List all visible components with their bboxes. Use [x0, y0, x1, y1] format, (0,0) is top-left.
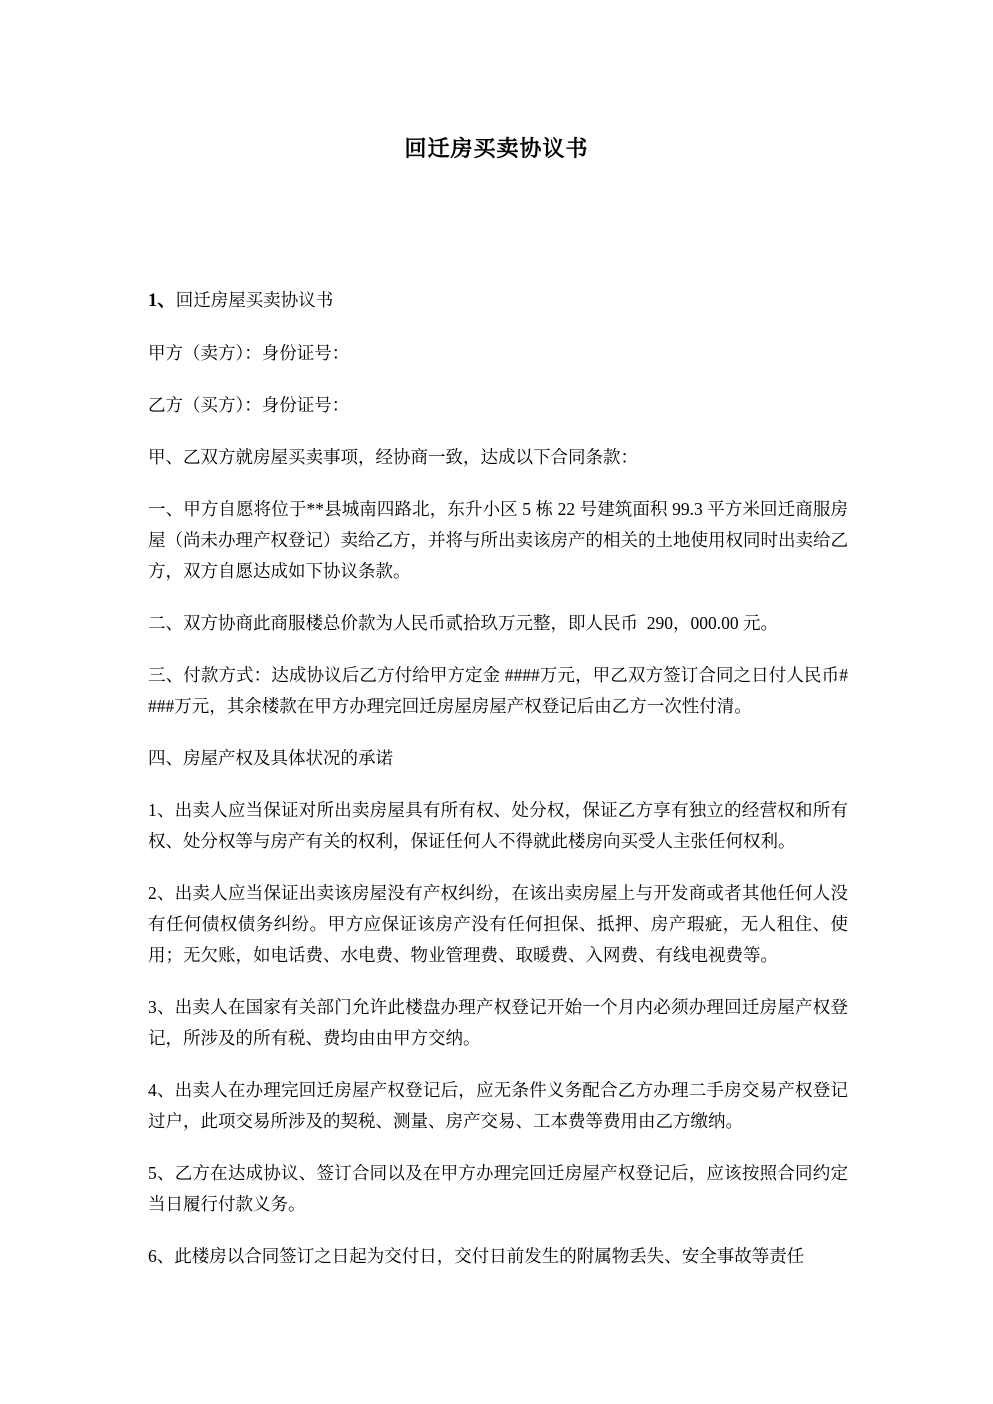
document-body	[148, 285, 848, 1272]
paragraph-text: 回迁房屋买卖协议书	[175, 290, 334, 310]
paragraph: 二、双方协商此商服楼总价款为人民币贰拾玖万元整，即人民币 290，000.00 元。	[148, 613, 778, 633]
paragraph: 2、出卖人应当保证出卖该房屋没有产权纠纷，在该出卖房屋上与开发商或者其他任何人没有任何债权债务纠纷。甲方应保证该房产没有任何担保、抵押、房产瑕疵，无人租住、使用；无欠账，如电话费、水电费、物业管理费、取暖费、入网费、有线电视费等。	[148, 883, 848, 965]
paragraph: 三、付款方式：达成协议后乙方付给甲方定金 ####万元，甲乙双方签订合同之日付人民币####万元，其余楼款在甲方办理完回迁房屋房屋产权登记后由乙方一次性付清。	[148, 665, 848, 716]
paragraph: 1、出卖人应当保证对所出卖房屋具有所有权、处分权，保证乙方享有独立的经营权和所有权、处分权等与房产有关的权利，保证任何人不得就此楼房向买受人主张任何权利。	[148, 800, 848, 851]
paragraph: 3、出卖人在国家有关部门允许此楼盘办理产权登记开始一个月内必须办理回迁房屋产权登记，所涉及的所有税、费均由由甲方交纳。	[148, 997, 848, 1048]
paragraph	[148, 285, 848, 317]
paragraph: 甲、乙双方就房屋买卖事项，经协商一致，达成以下合同条款：	[148, 447, 638, 467]
paragraph: 甲方（卖方）：身份证号：	[148, 343, 350, 363]
document-title: 回迁房买卖协议书	[404, 137, 589, 162]
paragraph: 四、房屋产权及具体状况的承诺	[148, 748, 393, 768]
paragraph: 一、甲方自愿将位于**县城南四路北，东升小区 5 栋 22 号建筑面积 99.3 平方米回迁商服房屋（尚未办理产权登记）卖给乙方，并将与所出卖该房产的相关的土地使用权同时出卖给乙方，双方自愿达成如下协议条款。	[148, 499, 848, 581]
paragraph: 乙方（买方）：身份证号：	[148, 395, 350, 415]
paragraph-number: 1、	[148, 291, 176, 311]
paragraph: 4、出卖人在办理完回迁房屋产权登记后，应无条件义务配合乙方办理二手房交易产权登记过户，此项交易所涉及的契税、测量、房产交易、工本费等费用由乙方缴纳。	[148, 1080, 848, 1131]
paragraph: 5、乙方在达成协议、签订合同以及在甲方办理完回迁房屋产权登记后，应该按照合同约定当日履行付款义务。	[148, 1163, 848, 1214]
paragraph: 6、此楼房以合同签订之日起为交付日，交付日前发生的附属物丢失、安全事故等责任	[148, 1246, 805, 1266]
